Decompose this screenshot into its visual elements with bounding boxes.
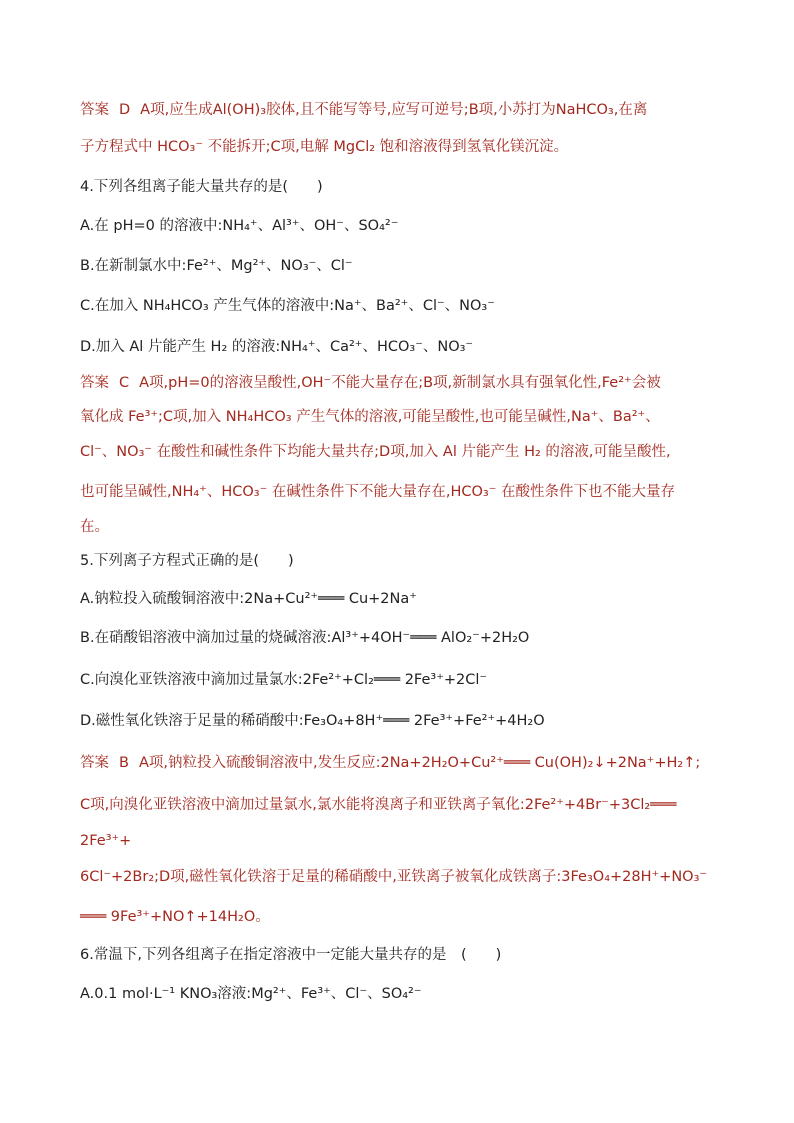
answer-text: A项,应生成Al(OH)₃胶体,且不能写等号,应写可逆号;B项,小苏打为NaHCO₃,在离 [140, 102, 648, 118]
answer-text: A项,pH=0的溶液呈酸性,OH⁻不能大量存在;B项,新制氯水具有强氧化性,Fe²⁺会被 [139, 375, 661, 391]
question-6-stem: 6.常温下,下列各组离子在指定溶液中一定能大量共存的是 ( ) [80, 947, 502, 963]
answer-5-line-2: C项,向溴化亚铁溶液中滴加过量氯水,氯水能将溴离子和亚铁离子氧化:2Fe²⁺+4Br⁻+3Cl₂═══ [80, 797, 677, 813]
answer-label: 答案 [80, 755, 109, 771]
question-4-option-d: D.加入 Al 片能产生 H₂ 的溶液:NH₄⁺、Ca²⁺、HCO₃⁻、NO₃⁻ [80, 339, 474, 355]
question-4-option-b: B.在新制氯水中:Fe²⁺、Mg²⁺、NO₃⁻、Cl⁻ [80, 258, 353, 274]
answer-5-line-1 [80, 752, 720, 774]
question-4-stem: 4.下列各组离子能大量共存的是( ) [80, 179, 323, 195]
answer-5-line-5: ═══ 9Fe³⁺+NO↑+14H₂O。 [80, 909, 270, 925]
answer-text: A项,钠粒投入硫酸铜溶液中,发生反应:2Na+2H₂O+Cu²⁺═══ Cu(OH)₂↓+2Na⁺+H₂↑; [138, 755, 701, 771]
answer-5-line-3: 2Fe³⁺+ [80, 833, 132, 849]
question-4-option-c: C.在加入 NH₄HCO₃ 产生气体的溶液中:Na⁺、Ba²⁺、Cl⁻、NO₃⁻ [80, 298, 495, 314]
answer-4-line-5: 在。 [80, 519, 109, 535]
question-5-option-a: A.钠粒投入硫酸铜溶液中:2Na+Cu²⁺═══ Cu+2Na⁺ [80, 591, 417, 607]
answer-4-line-4: 也可能呈碱性,NH₄⁺、HCO₃⁻ 在碱性条件下不能大量存在,HCO₃⁻ 在酸性条件下也不能大量存 [80, 484, 675, 500]
answer-3-line-1 [80, 99, 720, 121]
answer-3-line-2: 子方程式中 HCO₃⁻ 不能拆开;C项,电解 MgCl₂ 饱和溶液得到氢氧化镁沉淀。 [80, 139, 569, 155]
answer-key: B [119, 755, 129, 771]
answer-key: D [119, 102, 131, 118]
question-5-option-d: D.磁性氧化铁溶于足量的稀硝酸中:Fe₃O₄+8H⁺═══ 2Fe³⁺+Fe²⁺+4H₂O [80, 713, 545, 729]
answer-4-line-1 [80, 372, 720, 394]
question-5-option-b: B.在硝酸铝溶液中滴加过量的烧碱溶液:Al³⁺+4OH⁻═══ AlO₂⁻+2H₂O [80, 630, 530, 646]
answer-label: 答案 [80, 375, 109, 391]
question-6-option-a: A.0.1 mol·L⁻¹ KNO₃溶液:Mg²⁺、Fe³⁺、Cl⁻、SO₄²⁻ [80, 986, 422, 1002]
answer-4-line-3: Cl⁻、NO₃⁻ 在酸性和碱性条件下均能大量共存;D项,加入 Al 片能产生 H₂ 的溶液,可能呈酸性, [80, 444, 671, 460]
answer-key: C [119, 375, 130, 391]
question-5-stem: 5.下列离子方程式正确的是( ) [80, 553, 294, 569]
answer-label: 答案 [80, 102, 109, 118]
answer-5-line-4: 6Cl⁻+2Br₂;D项,磁性氧化铁溶于足量的稀硝酸中,亚铁离子被氧化成铁离子:3Fe₃O₄+28H⁺+NO₃⁻ [80, 869, 708, 885]
question-5-option-c: C.向溴化亚铁溶液中滴加过量氯水:2Fe²⁺+Cl₂═══ 2Fe³⁺+2Cl⁻ [80, 672, 488, 688]
answer-4-line-2: 氧化成 Fe³⁺;C项,加入 NH₄HCO₃ 产生气体的溶液,可能呈酸性,也可能呈碱性,Na⁺、Ba²⁺、 [80, 409, 660, 425]
question-4-option-a: A.在 pH=0 的溶液中:NH₄⁺、Al³⁺、OH⁻、SO₄²⁻ [80, 218, 399, 234]
